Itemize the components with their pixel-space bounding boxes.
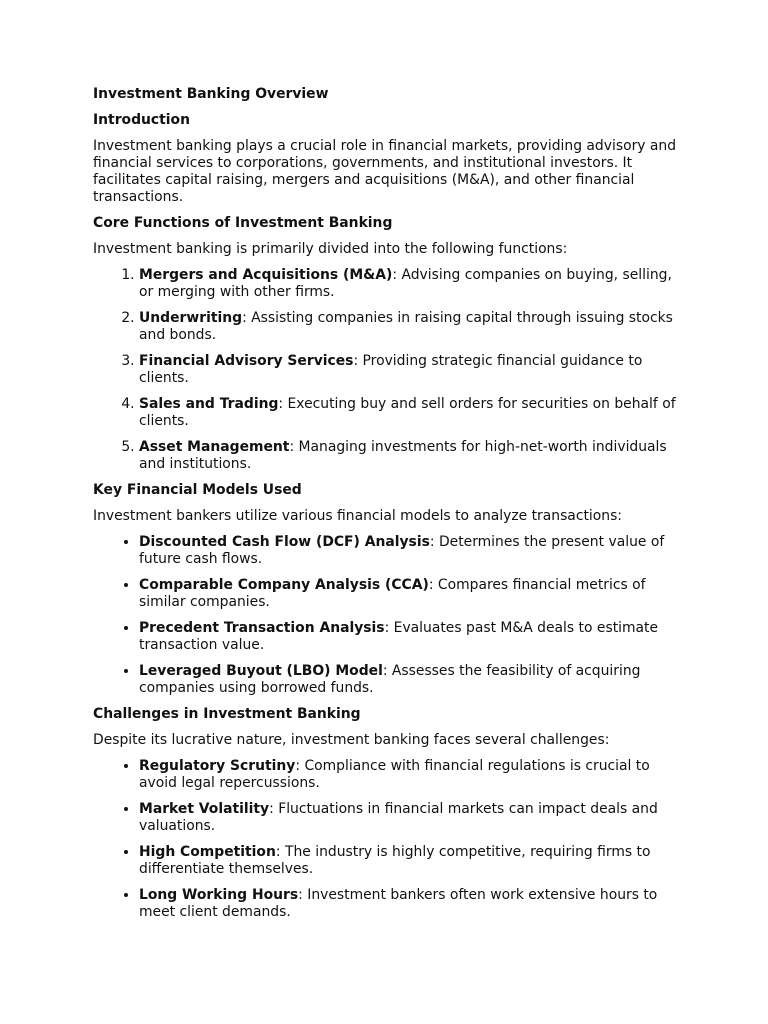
list-item-desc: : Assisting companies in raising capital through issuing stocks and bonds. (139, 310, 673, 343)
challenges-lead: Despite its lucrative nature, investment banking faces several challenges: (93, 732, 610, 748)
challenges-heading: Challenges in Investment Banking (93, 706, 361, 722)
list-item (139, 353, 685, 387)
list-item-desc: : Providing strategic financial guidance to clients. (139, 353, 643, 386)
list-item (139, 663, 685, 697)
list-item-desc: : Compares financial metrics of similar companies. (139, 577, 646, 610)
list-item-desc: : Compliance with financial regulations is crucial to avoid legal repercussions. (139, 758, 650, 791)
list-item-desc: : Evaluates past M&A deals to estimate transaction value. (139, 620, 659, 653)
list-item-term: Market Volatility (139, 801, 270, 817)
list-item (139, 758, 685, 792)
list-item-desc: : Assesses the feasibility of acquiring companies using borrowed funds. (139, 663, 641, 696)
list-item-desc: : Advising companies on buying, selling, or merging with other firms. (139, 267, 672, 300)
financial-models-lead: Investment bankers utilize various financial models to analyze transactions: (93, 508, 622, 524)
intro-paragraph: Investment banking plays a crucial role in financial markets, providing advisory and financial services to corporations, governments, and institutional investors. It facilitates capital raising, mergers and acquisitions (M&A), and other financial transactions. (93, 138, 677, 205)
list-item-desc: : Executing buy and sell orders for securities on behalf of clients. (139, 396, 676, 429)
list-item (139, 534, 685, 568)
list-item-term: High Competition (139, 844, 276, 860)
list-item-term: Financial Advisory Services (139, 353, 354, 369)
list-item-desc: : Investment bankers often work extensive hours to meet client demands. (139, 887, 658, 920)
intro-heading: Introduction (93, 112, 190, 128)
list-item-desc: : Managing investments for high-net-worth individuals and institutions. (139, 439, 667, 472)
list-item (139, 267, 685, 301)
list-item (139, 620, 685, 654)
list-item-term: Precedent Transaction Analysis (139, 620, 385, 636)
document-title: Investment Banking Overview (93, 86, 329, 102)
financial-models-list (93, 534, 685, 697)
list-item-term: Sales and Trading (139, 396, 279, 412)
list-item-term: Long Working Hours (139, 887, 299, 903)
list-item-term: Mergers and Acquisitions (M&A) (139, 267, 393, 283)
list-item (139, 887, 685, 921)
financial-models-heading: Key Financial Models Used (93, 482, 302, 498)
list-item (139, 844, 685, 878)
list-item-term: Leveraged Buyout (LBO) Model (139, 663, 383, 679)
challenges-list (93, 758, 685, 921)
list-item-term: Asset Management (139, 439, 290, 455)
list-item (139, 801, 685, 835)
list-item-desc: : Determines the present value of future cash flows. (139, 534, 665, 567)
list-item-term: Comparable Company Analysis (CCA) (139, 577, 429, 593)
list-item-desc: : Fluctuations in financial markets can impact deals and valuations. (139, 801, 658, 834)
core-functions-list (93, 267, 685, 473)
core-functions-heading: Core Functions of Investment Banking (93, 215, 393, 231)
list-item (139, 577, 685, 611)
core-functions-lead: Investment banking is primarily divided into the following functions: (93, 241, 568, 257)
list-item (139, 439, 685, 473)
list-item-term: Discounted Cash Flow (DCF) Analysis (139, 534, 430, 550)
list-item (139, 396, 685, 430)
document-page (93, 86, 685, 930)
list-item-term: Underwriting (139, 310, 243, 326)
list-item-term: Regulatory Scrutiny (139, 758, 296, 774)
list-item-desc: : The industry is highly competitive, requiring firms to differentiate themselves. (139, 844, 651, 877)
list-item (139, 310, 685, 344)
